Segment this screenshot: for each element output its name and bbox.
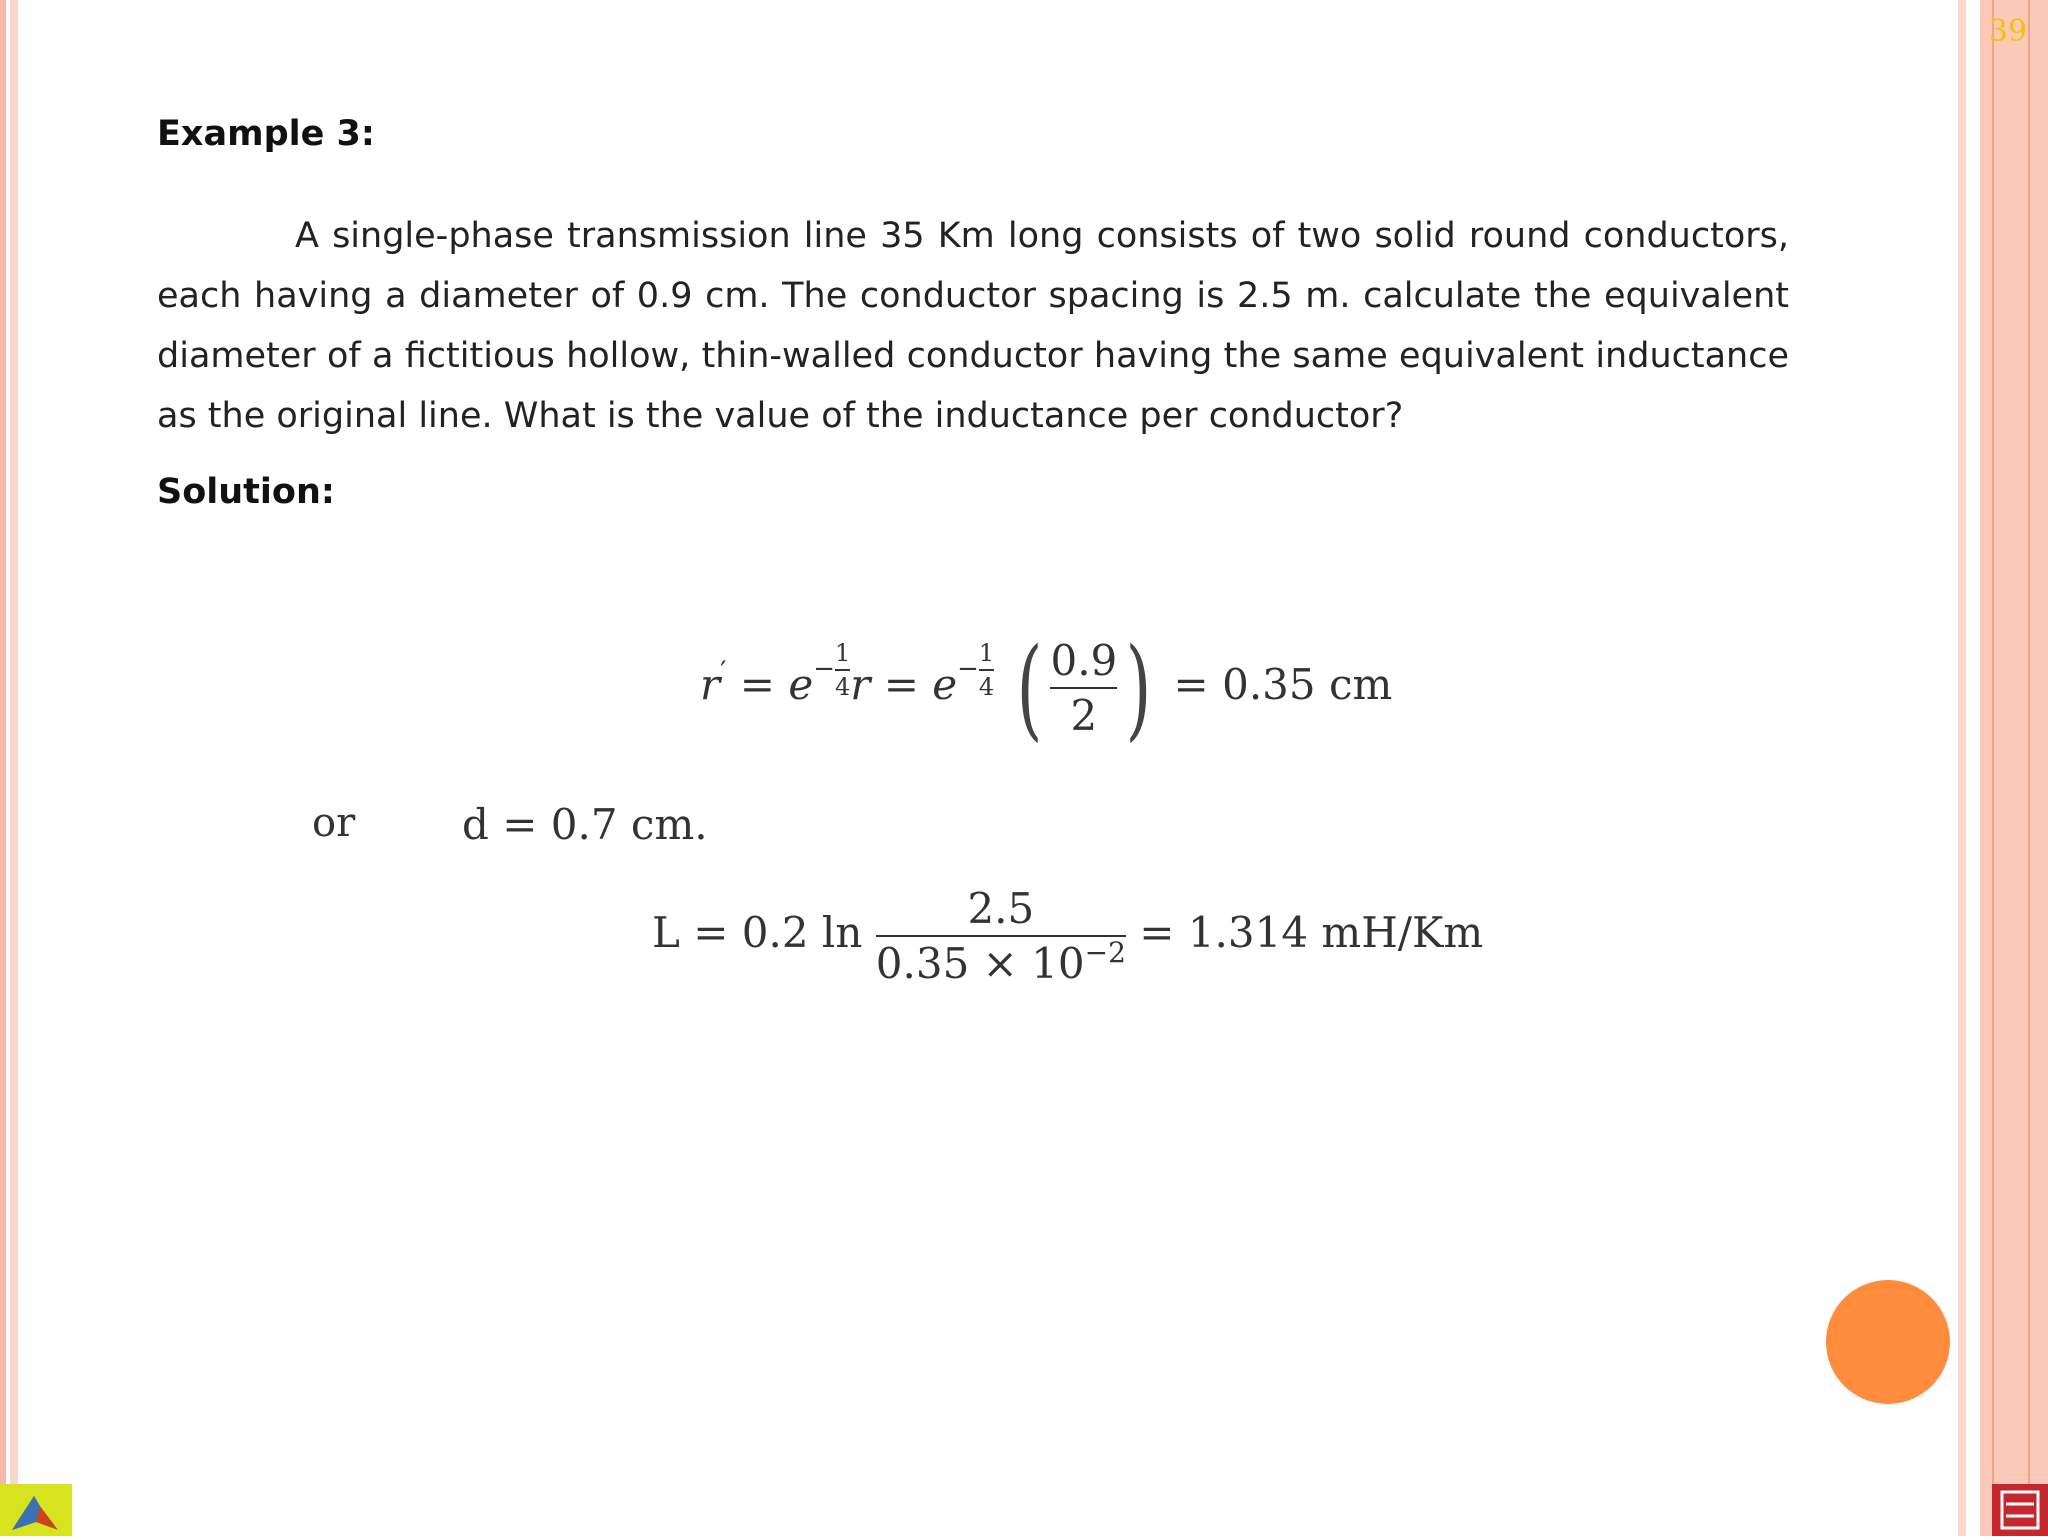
eq1-e: e (788, 660, 814, 709)
eq1-paren-num: 0.9 (1050, 636, 1118, 685)
eq3-fraction (876, 884, 1126, 988)
equation-inductance (652, 884, 1483, 988)
eq1-result: = 0.35 cm (1160, 660, 1393, 709)
right-border-line (1992, 0, 1994, 1536)
eq1-exp-num-2: 1 (978, 639, 995, 667)
eq1-exp-num: 1 (835, 639, 851, 667)
eq3-den-base: 0.35 × 10 (875, 939, 1085, 988)
eq1-paren-den: 2 (1070, 691, 1098, 740)
eq1-left-paren: ( (1016, 624, 1042, 752)
eq1-exponent-2 (957, 639, 995, 701)
eq3-num: 2.5 (967, 884, 1035, 933)
eq1-equals-2: = (870, 660, 933, 709)
eq1-exp-den: 4 (835, 673, 851, 701)
matlab-logo-icon (0, 1484, 72, 1536)
eq1-e-2: e (932, 660, 958, 709)
example-heading: Example 3: (157, 114, 375, 154)
orange-circle-button[interactable] (1826, 1280, 1950, 1404)
eq1-exponent-fraction (835, 639, 850, 701)
eq1-equals: = (726, 660, 789, 709)
right-border-stripe-inner (1958, 0, 1966, 1536)
eq1-exponent-sign: − (813, 654, 835, 684)
eq1-exponent (813, 639, 851, 701)
left-border-stripe-inner (10, 0, 18, 1536)
equation-diameter: d = 0.7 cm. (462, 800, 708, 849)
eq3-result: = 1.314 mH/Km (1125, 908, 1484, 957)
eq1-right-paren: ) (1125, 624, 1152, 752)
eq1-exponent-sign-2: − (957, 654, 979, 684)
right-border-stripe (1980, 0, 2048, 1536)
or-label: or (312, 800, 356, 846)
eq1-exponent-fraction-2 (979, 639, 994, 701)
eq1-paren-fraction (1050, 636, 1117, 740)
eq1-r: r (850, 660, 871, 709)
page-number: 39 (1988, 14, 2028, 49)
solution-heading: Solution: (157, 472, 335, 512)
equation-r-prime (700, 624, 1392, 752)
eq3-lhs: L = 0.2 ln (652, 908, 863, 957)
eq1-exp-den-2: 4 (978, 673, 995, 701)
eq3-den (875, 936, 1126, 988)
left-border-stripe (0, 0, 6, 1536)
eq3-den-exp: −2 (1084, 936, 1126, 969)
university-logo-icon (1992, 1484, 2048, 1536)
problem-statement: A single-phase transmission line 35 Km long consists of two solid round conductors, each having a diameter of 0.9 cm. The conductor spacing is 2.5 m. calculate the equivalent diameter of a fictitious hollow, thin-walled conductor having the same equivalent inductance as the original line. What is the value of the inductance per conductor? (157, 216, 1789, 436)
right-border-line (2028, 0, 2030, 1536)
eq1-prime-mark: ′ (720, 655, 727, 688)
eq1-r-prime-symbol: r (700, 660, 721, 709)
